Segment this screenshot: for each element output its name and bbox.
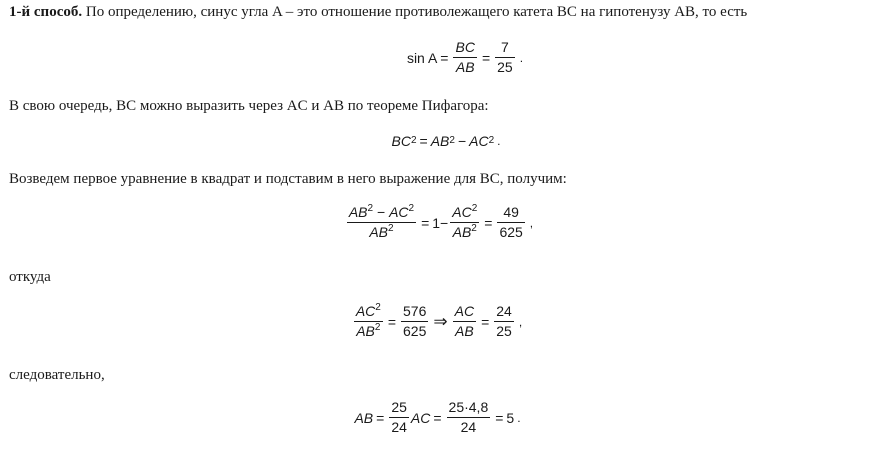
method-heading: 1-й способ. (9, 4, 83, 20)
fraction-ab2-ac2-over-ab2 (347, 205, 416, 240)
term-ac: AC (452, 204, 472, 220)
equals-sign: = (481, 49, 491, 66)
equals-sign: = (481, 313, 490, 330)
exponent: 2 (471, 203, 478, 214)
fraction-bc-ab (453, 40, 476, 75)
equals-sign: = (387, 313, 397, 330)
formula-ac-ab-ratio (0, 304, 878, 339)
minus-sign: − (373, 204, 390, 220)
equals-sign: = (421, 214, 430, 231)
numerator: 7 (501, 39, 509, 55)
exponent: 2 (375, 302, 381, 313)
paragraph-text: следовательно, (9, 367, 105, 383)
paragraph-square-substitute (9, 170, 567, 188)
equals-sign: = (440, 49, 449, 66)
equals-sign: = (495, 409, 504, 426)
denominator: 25 (496, 323, 512, 339)
term-ab: AB (452, 224, 472, 240)
term-ab: AB (356, 323, 375, 339)
fraction-24-25 (494, 304, 514, 339)
paragraph-whence (9, 268, 51, 286)
formula-ab-result (0, 400, 878, 435)
formula-lhs: sin A (406, 49, 438, 66)
fraction-25-24 (389, 400, 409, 435)
term-ab: AB (348, 204, 368, 220)
denominator (354, 322, 382, 339)
implies-arrow: ⇒ (433, 311, 448, 331)
formula-period: . (497, 134, 501, 148)
fraction-576-625 (401, 304, 428, 339)
denominator: 625 (499, 224, 523, 240)
term-ac: AC (410, 409, 431, 426)
fraction-49-625 (497, 205, 524, 240)
numerator: 24 (496, 303, 512, 319)
paragraph-text: откуда (9, 269, 51, 285)
numerator: 25·4,8 (448, 399, 489, 415)
term-ac: AC (355, 303, 376, 319)
exponent: 2 (374, 322, 381, 333)
denominator (367, 223, 395, 240)
paragraph-pythagoras (9, 97, 489, 115)
exponent: 2 (367, 203, 374, 214)
term-ab: AB (430, 133, 450, 149)
term-ab: AB (354, 409, 374, 426)
formula-comma: , (529, 215, 534, 230)
formula-period: . (519, 50, 524, 65)
equals-sign: = (484, 214, 493, 231)
paragraph-text: По определению, синус угла A – это отношение противолежащего катета BC на гипотенузу AB, то есть (82, 4, 748, 20)
paragraph-text: В свою очередь, BC можно выразить через AC и AB по теореме Пифагора: (9, 98, 489, 114)
formula-period: . (517, 410, 521, 425)
paragraph-method-intro (9, 3, 747, 21)
term-bc: BC (391, 133, 411, 149)
numerator (450, 205, 479, 222)
formula-comma: , (518, 314, 523, 329)
fraction-ac-over-ab (453, 304, 476, 339)
fraction-ac2-over-ab2 (450, 205, 479, 240)
fraction-product-over-24 (447, 400, 491, 435)
numerator: 576 (403, 303, 427, 319)
exponent: 2 (408, 203, 415, 214)
equals-sign: = (376, 409, 385, 426)
numerator: BC (455, 39, 475, 55)
equals-sign: = (433, 409, 442, 426)
minus-sign: − (457, 133, 467, 149)
equals-sign: = (419, 133, 428, 149)
formula-pythagoras: BC 2 = AB 2 − AC 2 . (391, 133, 501, 149)
numerator (347, 205, 416, 222)
denominator: AB (455, 59, 475, 75)
numerator (354, 304, 383, 321)
denominator: 25 (497, 59, 513, 75)
one-minus: 1− (432, 214, 449, 231)
term-ac: AC (469, 133, 489, 149)
denominator (451, 223, 479, 240)
formula-squared-substitution (0, 205, 878, 240)
numerator: 25 (391, 399, 407, 415)
formula-sine-definition (0, 40, 878, 75)
numerator: AC (454, 303, 475, 319)
denominator: 625 (403, 323, 427, 339)
paragraph-text: Возведем первое уравнение в квадрат и подставим в него выражение для BC, получим: (9, 171, 567, 187)
denominator: AB (455, 323, 474, 339)
denominator: 24 (391, 419, 407, 435)
paragraph-therefore (9, 366, 105, 384)
denominator: 24 (460, 419, 477, 435)
fraction-7-25 (495, 40, 515, 75)
result-value: 5 (506, 409, 515, 426)
term-ab: AB (369, 224, 389, 240)
exponent: 2 (471, 223, 477, 234)
term-ac: AC (389, 204, 409, 220)
fraction-ac2-over-ab2 (354, 304, 383, 339)
exponent: 2 (388, 223, 394, 234)
numerator: 49 (503, 204, 519, 220)
